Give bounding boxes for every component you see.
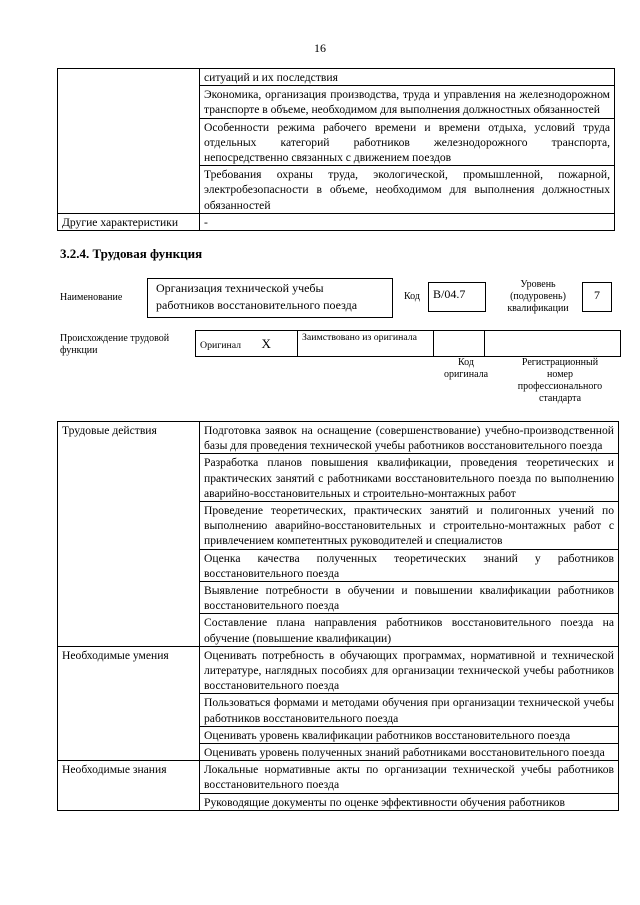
borrowed-cell: Заимствовано из оригинала bbox=[298, 331, 434, 357]
group-label-actions: Трудовые действия bbox=[58, 422, 200, 647]
page-number: 16 bbox=[314, 41, 326, 55]
table-cell: Подготовка заявок на оснащение (совершенствование) учебно-производственной базы для проведения технической учебы работников восстановительного поезда bbox=[200, 422, 619, 454]
table-cell: Экономика, организация производства, труда и управления на железнодорожном транспорте в объеме, необходимом для выполнения должностных обязанностей bbox=[200, 86, 615, 118]
original-cell bbox=[196, 331, 298, 357]
original-mark: X bbox=[261, 335, 271, 351]
knowledge-continuation-table bbox=[57, 68, 615, 231]
table-cell-label: Другие характеристики bbox=[58, 213, 200, 230]
table-cell: Оценка качества полученных теоретических знаний у работников восстановительного поезда bbox=[200, 549, 619, 581]
origin-label: Происхождение трудовой функции bbox=[60, 333, 170, 356]
original-label: Оригинал bbox=[200, 339, 242, 351]
code-label: Код bbox=[404, 291, 420, 302]
origin-code-cell bbox=[434, 331, 485, 357]
section-title: 3.2.4. Трудовая функция bbox=[60, 246, 203, 261]
name-label: Наименование bbox=[60, 292, 123, 303]
table-cell: Разработка планов повышения квалификации, проведения теоретических и практических занятий с работниками восстановительного поезда по выполнению аварийно-восстановительных и строительно-монтажных работ bbox=[200, 454, 619, 502]
origin-reg-cell bbox=[485, 331, 621, 357]
level-box: 7 bbox=[582, 282, 612, 312]
table-cell-label bbox=[58, 69, 200, 214]
function-name-box: Организация технической учебы работников восстановительного поезда bbox=[147, 278, 393, 318]
group-label-knowledge: Необходимые знания bbox=[58, 761, 200, 811]
table-cell: Пользоваться формами и методами обучения при организации технической учебы работников восстановительного поезда bbox=[200, 694, 619, 726]
origin-table bbox=[195, 330, 621, 357]
table-cell: - bbox=[200, 213, 615, 230]
code-box: B/04.7 bbox=[428, 282, 486, 312]
table-cell: Составление плана направления работников восстановительного поезда на обучение (повышение квалификации) bbox=[200, 614, 619, 646]
labor-function-table bbox=[57, 421, 619, 811]
reg-number-caption: Регистрационный номер профессионального стандарта bbox=[517, 357, 603, 404]
group-label-skills: Необходимые умения bbox=[58, 646, 200, 760]
table-cell: Оценивать уровень полученных знаний работниками восстановительного поезда bbox=[200, 744, 619, 761]
table-cell: Руководящие документы по оценке эффективности обучения работников bbox=[200, 793, 619, 810]
table-cell: Оценивать уровень квалификации работников восстановительного поезда bbox=[200, 726, 619, 743]
table-row bbox=[58, 69, 615, 86]
table-row bbox=[58, 761, 619, 793]
table-cell: ситуаций и их последствия bbox=[200, 69, 615, 86]
code-original-caption: Код оригинала bbox=[443, 357, 489, 380]
table-cell: Проведение теоретических, практических занятий и полигонных учений по выполнению аварийно-восстановительных и строительно-монтажных работ с привлечением компетентных руководителей и специалистов bbox=[200, 502, 619, 550]
table-row bbox=[58, 213, 615, 230]
table-cell: Требования охраны труда, экологической, промышленной, пожарной, электробезопасности в объеме, необходимом для выполнения должностных обязанностей bbox=[200, 166, 615, 214]
table-cell: Выявление потребности в обучении и повышении квалификации работников восстановительного поезда bbox=[200, 582, 619, 614]
table-row bbox=[58, 422, 619, 454]
table-row bbox=[58, 646, 619, 694]
level-label: Уровень (подуровень) квалификации bbox=[507, 279, 569, 314]
table-cell: Оценивать потребность в обучающих программах, нормативной и технической литературе, наглядных пособиях для организации технической учебы работников восстановительного поезда bbox=[200, 646, 619, 694]
table-cell: Локальные нормативные акты по организации технической учебы работников восстановительного поезда bbox=[200, 761, 619, 793]
table-cell: Особенности режима рабочего времени и времени отдыха, условий труда отдельных категорий работников железнодорожного транспорта, непосредственно связанных с движением поездов bbox=[200, 118, 615, 166]
